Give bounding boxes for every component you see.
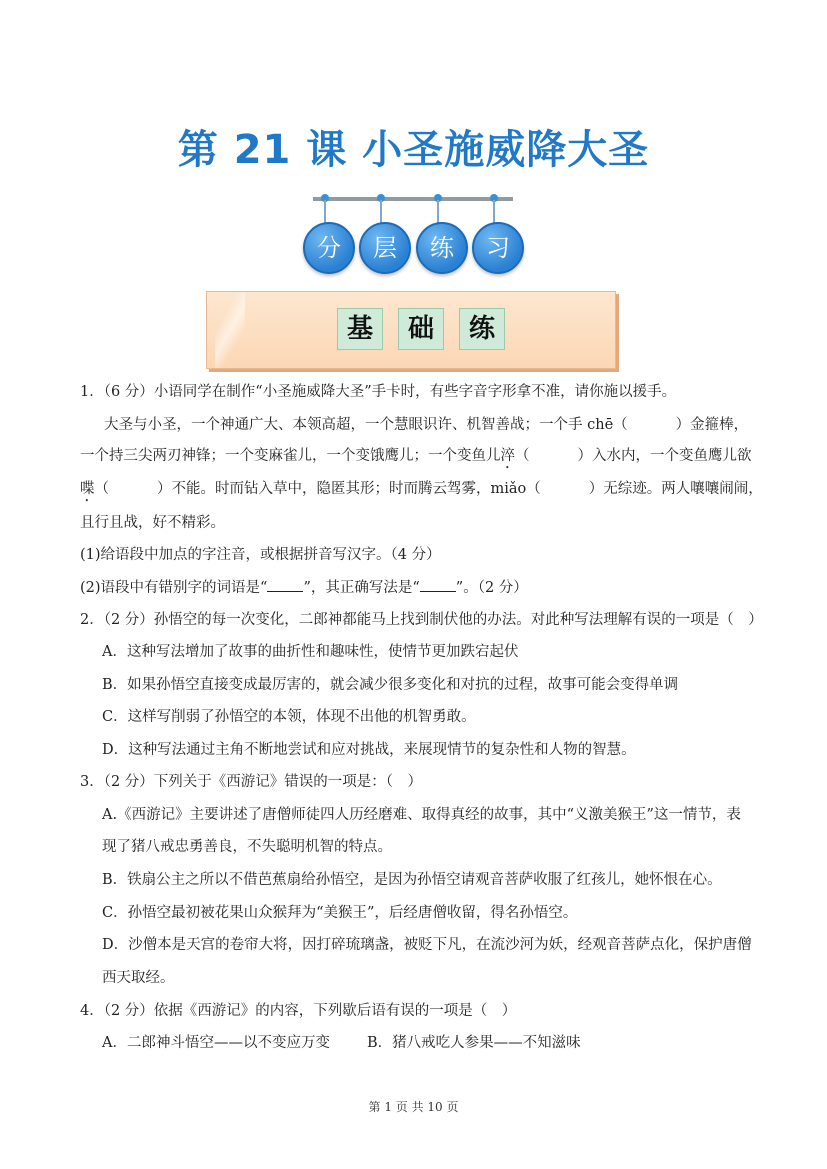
q4-option-b: B．猪八戒吃人参果——不知滋味: [367, 1035, 581, 1051]
header-rail: [313, 197, 513, 201]
q2-option-d: D．这种写法通过主角不断地尝试和应对挑战，来展现情节的复杂性和人物的智慧。: [102, 742, 636, 758]
q3-option-a: A.《西游记》主要讲述了唐僧师徒四人历经磨难、取得真经的故事，其中“义激美猴王”这一情节，表: [102, 807, 741, 823]
q2-option-b: B．如果孙悟空直接变成最厉害的，就会减少很多变化和对抗的过程，故事可能会变得单调: [102, 677, 679, 693]
rail-stem: [380, 200, 382, 223]
badge-xi: 习: [472, 222, 524, 274]
q2-option-a: A．这种写法增加了故事的曲折性和趣味性，使情节更加跌宕起伏: [102, 644, 519, 660]
rail-stem: [324, 200, 326, 223]
badge-lian: 练: [416, 222, 468, 274]
q1-passage-line: 且行且战，好不精彩。: [80, 515, 225, 531]
q3-option-c: C．孙悟空最初被花果山众猴拜为“美猴王”，后经唐僧收留，得名孙悟空。: [102, 905, 578, 921]
rail-stem: [493, 200, 495, 223]
page-footer: 第 1 页 共 10 页: [368, 1100, 459, 1114]
rail-stem: [437, 200, 439, 223]
q1-sub1: (1)给语段中加点的字注音，或根据拼音写汉字。（4 分）: [80, 547, 441, 563]
answer-blank[interactable]: [420, 577, 456, 592]
q1-passage-line: 大圣与小圣，一个神通广大、本领高超，一个慧眼识许、机智善战；一个手 chē（ ）金箍棒，: [104, 417, 749, 433]
practice-badges: [303, 222, 527, 274]
q3-stem: 3．（2 分）下列关于《西游记》错误的一项是：（ ）: [80, 774, 423, 790]
page-title: 第 21 课 小圣施威降大圣: [177, 127, 650, 173]
badge-fen: 分: [303, 222, 355, 274]
q3-option-d: D．沙僧本是天宫的卷帘大将，因打碎琉璃盏，被贬下凡，在流沙河为妖，经观音菩萨点化，保护唐僧: [102, 937, 752, 953]
q3-option-d-cont: 西天取经。: [102, 970, 175, 986]
section-tile: 基: [337, 308, 383, 350]
answer-blank[interactable]: [267, 577, 303, 592]
q1-passage-line: 一个持三尖两刃神锋；一个变麻雀儿，一个变饿鹰儿；一个变鱼儿淬（ ）入水内，一个变鱼鹰儿欲: [80, 448, 752, 464]
q2-stem: 2．（2 分）孙悟空的每一次变化，二郎神都能马上找到制伏他的办法。对此种写法理解有误的一项是（ ）: [80, 612, 763, 628]
section-banner: [206, 291, 616, 369]
q3-option-a-cont: 现了猪八戒忠勇善良，不失聪明机智的特点。: [102, 839, 392, 855]
q4-stem: 4．（2 分）依据《西游记》的内容，下列歇后语有误的一项是（ ）: [80, 1003, 517, 1019]
section-tile: 练: [459, 308, 505, 350]
q1-passage-line: 喋（ ）不能。时而钻入草中，隐匿其形；时而腾云驾雾，miǎo（ ）无综迹。两人嚷嚷闹闹，: [80, 481, 763, 497]
q4-option-a: A．二郎神斗悟空——以不变应万变: [102, 1035, 330, 1051]
banner-shine: [215, 292, 245, 368]
section-tile: 础: [398, 308, 444, 350]
q1-stem: 1．（6 分）小语同学在制作“小圣施威降大圣”手卡时，有些字音字形拿不准，请你施以援手。: [80, 384, 677, 400]
q3-option-b: B．铁扇公主之所以不借芭蕉扇给孙悟空，是因为孙悟空请观音菩萨收服了红孩儿，她怀恨在心。: [102, 872, 722, 888]
q1-sub2: (2)语段中有错别字的词语是“ ”，其正确写法是“ ”。（2 分）: [80, 577, 760, 598]
badge-ceng: 层: [359, 222, 411, 274]
q2-option-c: C．这样写削弱了孙悟空的本领，体现不出他的机智勇敢。: [102, 709, 476, 725]
